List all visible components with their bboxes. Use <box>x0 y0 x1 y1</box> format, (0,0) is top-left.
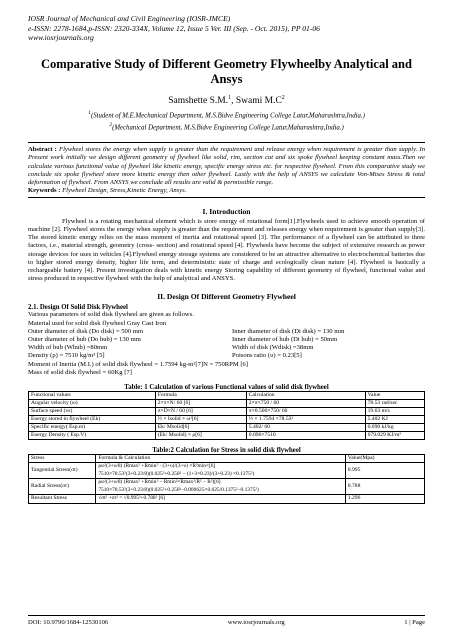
abstract-text: Flywheel stores the energy when supply is greater than the requirement and release energy when requirement is greater than supply. In Present work initially we design different geometry of flywheel like solid, rim, section cut and six spoke flywheel keeping constant mass.Then we calculate various functional value of flywheel like kinetic energy, specific energy stress etc. for respective flywheel. From this comparative study we conclude six spoke flywheel store more kinetic energy then other flywheel. Lastly with the help of ANSYS we calculate Von-Mises Stress & total deformation of flywheel. From ANSYS we conclude all results are valid & permissible range. <box>28 146 425 186</box>
affiliation-1 <box>28 109 425 121</box>
table-cell: (Ek/ Msolid) × ρ[6] <box>155 432 246 440</box>
table-cell: ½ × Isolid × ω²[6] <box>155 416 246 424</box>
table-cell: Tangential Stress(σt) <box>29 463 96 479</box>
moment-of-inertia: Moment of Inertia (M.I.) of solid disk flywheel = 1.7594 kg-m²[7]N = 750RPM [6] <box>28 360 249 368</box>
journal-header <box>28 14 425 43</box>
table-cell: 0.995 <box>345 463 424 479</box>
table-cell: 19.63 m/s <box>365 408 424 416</box>
table-cell: Energy Density ( Esp.V) <box>29 432 156 440</box>
param-density: Density (ρ) = 7510 kg/m³ [5] <box>28 352 105 360</box>
table-row <box>29 424 425 432</box>
table-header-cell: Formula <box>155 392 246 400</box>
table-row <box>29 495 425 504</box>
table-2-caption: Table:2 Calculation for Stress in solid disk flywheel <box>152 447 301 455</box>
abstract-label: Abstract : <box>28 146 57 154</box>
param-poisson: Poisons ratio (υ) = 0.23[5] <box>232 352 302 360</box>
table-header-cell: Value(Mpa) <box>345 455 424 463</box>
table-cell: Angular velocity (ω) <box>29 400 156 408</box>
journal-name: IOSR Journal of Mechanical and Civil Engineering (IOSR-JMCE) <box>28 14 231 23</box>
param-inner-hub: Inner diameter of hub (Di hub) = 50mm <box>232 336 338 344</box>
parameters-intro: Various parameters of solid disk flywheel are given as follows. <box>28 311 194 319</box>
table-header-cell: Functional values <box>29 392 156 400</box>
author-2: Swami M.C <box>235 95 282 106</box>
author-separator: , <box>231 95 236 106</box>
table-cell: 0.788 <box>345 479 424 495</box>
subsection-heading-solid-disk: 2.1. Design Of Solid Disk Flywheel <box>28 304 128 312</box>
param-hub-width: Width of hub (Whub) =80mm <box>28 344 108 352</box>
table-cell: 0.090 kJ/kg <box>365 424 424 432</box>
table-cell: 2×π×N/ 60 [6] <box>155 400 246 408</box>
table-cell: Energy stored in flywheel (Ek) <box>29 416 156 424</box>
table-cell: 0.090×7510 <box>246 432 365 440</box>
footer-page-number: 1 | Page <box>404 619 425 626</box>
journal-url: www.iosrjournals.org <box>28 33 94 42</box>
table-header-row <box>29 392 425 400</box>
affiliation-1-text: (Student of M.E.Mechanical Department, M.S.Bidve Engineering College Latur,Maharashtra,India.) <box>90 111 365 119</box>
footer-doi: DOI: 10.9790/1684-12530106 <box>28 619 109 626</box>
affiliation-1-sup: 1 <box>88 109 91 116</box>
table-row <box>29 463 425 479</box>
keywords-text: Flywheel Design, Stress,Kinetic Energy, Ansys. <box>62 186 187 194</box>
footer-site: www.iosrjournals.org <box>227 619 285 626</box>
table-cell <box>96 463 345 479</box>
author-2-sup: 2 <box>281 94 285 101</box>
param-outer-disk: Outer diameter of disk (Do disk) = 500 mm <box>28 327 144 335</box>
journal-issn: e-ISSN: 2278-1684,p-ISSN: 2320-334X, Volume 12, Issue 5 Ver. III (Sep. - Oct. 2015), PP 01-06 <box>28 23 320 33</box>
author-1-sup: 1 <box>228 94 232 101</box>
table-row <box>29 479 425 495</box>
affiliation-2-sup: 2 <box>109 121 113 128</box>
formula-line: ρω²(3+υ/8) (Rmax² +Rmin² · (3+υ)/(3+υ) ×R²min×[6] <box>98 463 216 470</box>
table-header-row <box>29 455 425 463</box>
table-cell: Surface speed (vs) <box>29 408 156 416</box>
formula-line: 7510×78.53²(3+0.23/8)(0.025²+0.250²−0.000625×0.625/0.1375²−0.1375²) <box>98 486 259 493</box>
table-cell <box>96 495 345 504</box>
affiliations <box>28 109 425 133</box>
table-cell: 2×π×750 / 60 <box>246 400 365 408</box>
table-cell: 1.296 <box>345 495 424 504</box>
introduction-paragraph: Flywheel is a rotating mechanical element which is store energy of rotational form[1].Flywheels used to achieve smooth operation of machine [2]. Flywheel stores the energy when supply is greater than the requirement and releases energy when requirement is greater than supply[3]. The stored kinetic energy relies on the mass moment of inertia and rotational speed [3]. The performance of a flywheel can be attributed to three factors, i.e., material strength, geometry (cross- section) and rotational speed [4]. Flywheels have become the subject of extensive research as power storage devices for uses in vehicles [4].Flywheel energy storage systems are considered to be an attractive alternative to electrochemical batteries due to higher stored energy density, higher life term, and deterministic state of charge and ecologically clean nature [4]. Flywheel is basically a rechargeable battery [4]. Present investigation deals with kinetic energy Storing capability of different geometry of flywheel, functional value and stress produced in respective flywheel with the help of analytical and ANSYS. <box>28 217 425 283</box>
section-heading-introduction: I. Introduction <box>202 206 251 216</box>
table-cell: 78.53 rad/sec <box>365 400 424 408</box>
table-cell: 5.402/ 60 <box>246 424 365 432</box>
table-row <box>29 408 425 416</box>
table-row <box>29 416 425 424</box>
table-cell: π×D×N / 60 [6] <box>155 408 246 416</box>
abstract-box <box>28 142 425 197</box>
affiliation-2-text: (Mechanical Department, M.S.Bidve Engineering College Latur,Maharashtra,India.) <box>112 123 344 131</box>
table-cell: 679.029 KJ/m³ <box>365 432 424 440</box>
table-cell: Radial Stress(σr) <box>29 479 96 495</box>
param-row <box>28 352 425 360</box>
table-header-cell: Stress <box>29 455 96 463</box>
author-list <box>28 95 425 106</box>
table-1 <box>28 391 425 440</box>
param-row <box>28 344 425 352</box>
table-header-cell: Formula & Calculation <box>96 455 345 463</box>
param-disk-width: Width of disk (Wdisk) =38mm <box>232 344 314 352</box>
table-cell: Resultant Stress <box>29 495 96 504</box>
param-inner-disk: Inner diameter of disk (Di disk) = 130 mm <box>232 327 345 335</box>
param-row <box>28 336 425 344</box>
page-footer <box>28 615 425 626</box>
table-header-cell: Calculation <box>246 392 365 400</box>
table-cell: π×0.500×750/ 60 <box>246 408 365 416</box>
table-cell <box>96 479 345 495</box>
formula-line: 7510×78.53²(3+0.23/8)(0.025²+0.250² − (1+3×0.23)/(3+0.23) ×0.1375²) <box>98 470 255 477</box>
keywords-label: Keywords : <box>28 186 61 194</box>
param-row <box>28 328 425 336</box>
keywords <box>28 187 425 195</box>
paper-title: Comparative Study of Different Geometry Flywheelby Analytical and Ansys <box>41 56 412 86</box>
author-1: Samshette S.M. <box>168 95 229 106</box>
table-cell: Ek/ Msolid[6] <box>155 424 246 432</box>
material-line: Material used for solid disk flywheel Gray Cast Iron <box>28 319 167 327</box>
table-2 <box>28 454 425 504</box>
formula-line: √σt² +σr² = √0.995²+0.788² [6] <box>98 495 165 502</box>
table-row <box>29 432 425 440</box>
formula-line: ρω²(3+υ/8) (Rmax² +Rmin² − Rmin²×Rmax²/R² − R²)[6] <box>98 479 221 486</box>
paper-page <box>28 14 425 504</box>
flywheel-mass: Mass of solid disk flywheel = 60Kg [7] <box>28 368 132 376</box>
table-cell: ½ × 1.7594 ×78.53² <box>246 416 365 424</box>
table-1-caption: Table: 1 Calculation of various Functional values of solid disk flywheel <box>124 384 329 392</box>
table-cell: 5.402 KJ <box>365 416 424 424</box>
param-outer-hub: Outer diameter of hub (Do hub) = 130 mm <box>28 336 141 344</box>
section-heading-design: II. Design Of Different Geometry Flywheel <box>157 292 296 302</box>
table-cell: Specific energy( Esp.m) <box>29 424 156 432</box>
table-header-cell: Value <box>365 392 424 400</box>
affiliation-2 <box>28 121 425 133</box>
table-row <box>29 400 425 408</box>
